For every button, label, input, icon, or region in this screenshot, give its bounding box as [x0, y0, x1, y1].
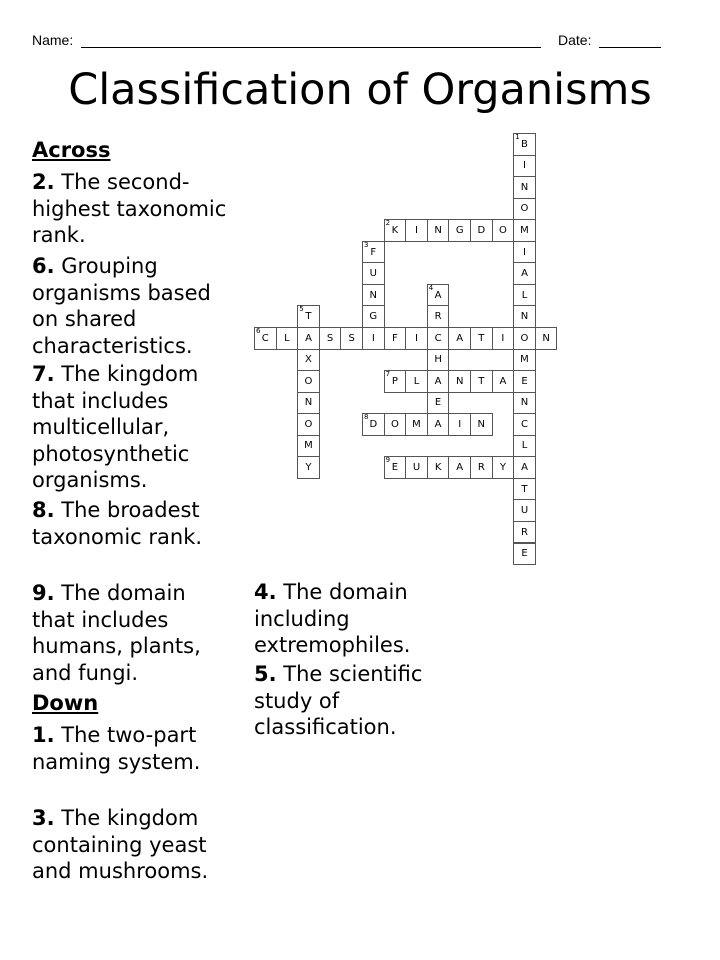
grid-clue-number: 1	[515, 133, 520, 141]
grid-cell[interactable]	[513, 305, 536, 328]
across-heading: Across	[32, 138, 111, 162]
grid-letter: T	[478, 375, 485, 387]
grid-letter: L	[413, 375, 420, 387]
clue-across-9	[32, 580, 232, 686]
grid-letter: B	[521, 138, 528, 150]
grid-cell[interactable]	[492, 327, 515, 350]
grid-letter: K	[434, 462, 442, 474]
grid-cell[interactable]	[297, 413, 320, 436]
grid-cell[interactable]	[384, 370, 407, 393]
grid-cell[interactable]	[513, 219, 536, 242]
grid-letter: A	[456, 462, 464, 474]
grid-cell[interactable]	[513, 284, 536, 307]
grid-letter: L	[521, 289, 528, 301]
grid-cell[interactable]	[297, 305, 320, 328]
clue-number: 7.	[32, 362, 55, 386]
grid-letter: Y	[305, 462, 312, 474]
grid-cell[interactable]	[297, 392, 320, 415]
grid-letter: N	[520, 181, 529, 193]
grid-letter: R	[434, 311, 442, 323]
clue-number: 2.	[32, 170, 55, 194]
grid-letter: N	[434, 224, 442, 236]
clue-text: The scientific study of classification.	[254, 662, 423, 739]
grid-cell[interactable]	[427, 327, 450, 350]
grid-cell[interactable]	[513, 262, 536, 285]
grid-cell[interactable]	[427, 456, 450, 479]
grid-cell[interactable]	[405, 413, 428, 436]
clue-number: 1.	[32, 723, 55, 747]
grid-cell[interactable]	[513, 499, 536, 522]
clue-number: 8.	[32, 498, 55, 522]
clue-text: The kingdom containing yeast and mushrooms.	[32, 806, 209, 883]
clue-text: The two-part naming system.	[32, 723, 201, 774]
grid-letter: L	[284, 332, 290, 344]
grid-letter: O	[498, 224, 507, 236]
grid-letter: E	[434, 397, 442, 409]
grid-cell[interactable]	[297, 327, 320, 350]
clue-number: 9.	[32, 581, 55, 605]
grid-letter: A	[499, 375, 507, 387]
grid-cell[interactable]	[427, 370, 450, 393]
grid-letter: X	[305, 354, 312, 366]
date-blank-line[interactable]	[599, 47, 661, 48]
grid-clue-number: 3	[364, 240, 369, 249]
clue-down-5	[254, 661, 474, 741]
clue-number: 4.	[254, 580, 277, 604]
grid-letter: R	[477, 462, 485, 474]
name-blank-line[interactable]	[81, 47, 541, 48]
grid-letter: E	[521, 375, 528, 387]
grid-cell[interactable]	[384, 219, 407, 242]
grid-letter: G	[455, 224, 464, 236]
page-title: Classification of Organisms	[68, 65, 652, 115]
grid-letter: N	[455, 375, 464, 387]
grid-cell[interactable]	[513, 349, 536, 372]
grid-cell[interactable]	[492, 370, 515, 393]
grid-cell[interactable]	[340, 327, 363, 350]
grid-cell[interactable]	[513, 176, 536, 199]
grid-cell[interactable]	[427, 392, 450, 415]
grid-letter: R	[521, 526, 528, 538]
grid-letter: I	[371, 332, 375, 344]
grid-cell[interactable]	[427, 284, 450, 307]
grid-cell[interactable]	[405, 456, 428, 479]
grid-cell[interactable]	[297, 370, 320, 393]
down-heading: Down	[32, 691, 99, 715]
grid-letter: N	[369, 289, 378, 301]
grid-cell[interactable]	[297, 456, 320, 479]
grid-cell[interactable]	[362, 327, 385, 350]
grid-cell[interactable]	[297, 349, 320, 372]
grid-letter: C	[261, 332, 269, 344]
grid-letter: A	[434, 375, 442, 387]
grid-cell[interactable]	[513, 521, 536, 544]
grid-letter: U	[369, 268, 377, 280]
grid-letter: G	[369, 311, 378, 323]
grid-cell[interactable]	[362, 262, 385, 285]
grid-letter: T	[305, 311, 312, 323]
grid-letter: I	[501, 332, 505, 344]
grid-cell[interactable]	[492, 456, 515, 479]
clue-across-2	[32, 169, 228, 249]
grid-cell[interactable]	[513, 241, 536, 264]
grid-letter: T	[478, 332, 485, 344]
grid-letter: U	[412, 462, 421, 474]
clue-text: The domain including extremophiles.	[254, 580, 411, 657]
grid-cell[interactable]	[405, 327, 428, 350]
grid-cell[interactable]	[535, 327, 558, 350]
date-label: Date:	[558, 32, 592, 48]
clue-down-3	[32, 805, 232, 885]
grid-letter: A	[521, 462, 528, 474]
clue-across-8	[32, 497, 228, 550]
grid-letter: D	[369, 418, 378, 430]
clue-number: 6.	[32, 254, 55, 278]
grid-cell[interactable]	[470, 370, 493, 393]
grid-cell[interactable]	[254, 327, 277, 350]
grid-cell[interactable]	[427, 349, 450, 372]
grid-clue-number: 5	[299, 305, 304, 314]
clue-number: 3.	[32, 806, 55, 830]
clue-text: Grouping organisms based on shared characteristics.	[32, 254, 211, 358]
grid-letter: N	[520, 311, 529, 323]
grid-letter: E	[521, 548, 528, 560]
grid-letter: O	[520, 203, 529, 215]
grid-letter: M	[520, 354, 529, 366]
grid-cell[interactable]	[384, 413, 407, 436]
grid-cell[interactable]	[362, 284, 385, 307]
grid-clue-number: 6	[256, 327, 261, 335]
grid-letter: A	[434, 418, 442, 430]
grid-cell[interactable]	[405, 370, 428, 393]
grid-clue-number: 4	[428, 283, 434, 292]
clue-text: The domain that includes humans, plants, and fungi.	[32, 581, 201, 685]
grid-letter: C	[434, 332, 442, 344]
grid-letter: N	[520, 397, 529, 409]
grid-letter: F	[370, 246, 377, 258]
grid-cell[interactable]	[513, 155, 536, 178]
grid-cell[interactable]	[492, 219, 515, 242]
grid-cell[interactable]	[319, 327, 342, 350]
grid-cell[interactable]	[470, 456, 493, 479]
grid-cell[interactable]	[362, 241, 385, 264]
grid-cell[interactable]	[427, 413, 450, 436]
clue-text: The second-highest taxonomic rank.	[32, 170, 227, 247]
grid-letter: E	[391, 462, 399, 474]
grid-letter: O	[304, 418, 313, 430]
grid-cell[interactable]	[276, 327, 299, 350]
grid-cell[interactable]	[513, 327, 536, 350]
grid-letter: P	[391, 375, 398, 387]
clue-across-7	[32, 361, 232, 494]
grid-cell[interactable]	[448, 370, 471, 393]
grid-letter: F	[392, 332, 398, 344]
grid-letter: I	[415, 224, 418, 236]
grid-cell[interactable]	[448, 327, 471, 350]
grid-letter: M	[520, 224, 529, 236]
grid-cell[interactable]	[384, 327, 407, 350]
grid-cell[interactable]	[513, 413, 536, 436]
clue-text: The kingdom that includes multicellular, photosynthetic organisms.	[32, 362, 199, 492]
grid-letter: N	[304, 397, 313, 409]
grid-cell[interactable]	[362, 305, 385, 328]
grid-letter: I	[458, 418, 462, 430]
clue-down-1	[32, 722, 232, 775]
grid-cell[interactable]	[513, 478, 536, 501]
grid-cell[interactable]	[448, 219, 471, 242]
grid-letter: S	[326, 332, 334, 344]
grid-cell[interactable]	[513, 456, 536, 479]
clue-across-6	[32, 253, 232, 359]
grid-letter: O	[390, 418, 399, 430]
grid-cell[interactable]	[470, 413, 493, 436]
grid-clue-number: 8	[364, 413, 369, 422]
grid-letter: I	[523, 160, 526, 172]
grid-cell[interactable]	[297, 435, 320, 458]
grid-cell[interactable]	[448, 413, 471, 436]
grid-clue-number: 7	[385, 370, 391, 379]
grid-letter: N	[542, 332, 550, 344]
grid-cell[interactable]	[384, 456, 407, 479]
grid-cell[interactable]	[513, 543, 536, 566]
clue-down-4	[254, 579, 454, 659]
grid-cell[interactable]	[513, 198, 536, 221]
grid-cell[interactable]	[362, 413, 385, 436]
grid-letter: O	[304, 375, 313, 387]
clue-number: 5.	[254, 662, 277, 686]
grid-letter: D	[477, 224, 486, 236]
grid-cell[interactable]	[427, 219, 450, 242]
grid-letter: K	[391, 224, 399, 236]
grid-cell[interactable]	[427, 305, 450, 328]
grid-letter: C	[520, 418, 528, 430]
grid-letter: T	[521, 483, 528, 495]
grid-cell[interactable]	[470, 327, 493, 350]
grid-cell[interactable]	[513, 133, 536, 156]
grid-letter: A	[521, 268, 528, 280]
grid-letter: U	[520, 505, 529, 517]
clue-text: The broadest taxonomic rank.	[32, 498, 203, 549]
grid-cell[interactable]	[513, 392, 536, 415]
grid-letter: M	[304, 440, 313, 452]
grid-letter: A	[434, 289, 442, 301]
grid-clue-number: 2	[385, 219, 391, 228]
grid-letter: O	[520, 332, 529, 344]
grid-cell[interactable]	[470, 219, 493, 242]
grid-letter: S	[348, 332, 355, 344]
grid-letter: H	[434, 354, 442, 366]
grid-cell[interactable]	[513, 370, 536, 393]
grid-letter: I	[523, 246, 526, 258]
grid-clue-number: 9	[385, 456, 391, 465]
grid-letter: A	[305, 332, 312, 344]
grid-letter: M	[412, 418, 421, 430]
name-label: Name:	[32, 32, 74, 48]
grid-letter: Y	[499, 462, 506, 474]
grid-letter: I	[415, 332, 418, 344]
grid-letter: L	[521, 440, 528, 452]
grid-letter: N	[477, 418, 486, 430]
grid-cell[interactable]	[405, 219, 428, 242]
grid-cell[interactable]	[513, 435, 536, 458]
grid-letter: A	[456, 332, 464, 344]
grid-cell[interactable]	[448, 456, 471, 479]
